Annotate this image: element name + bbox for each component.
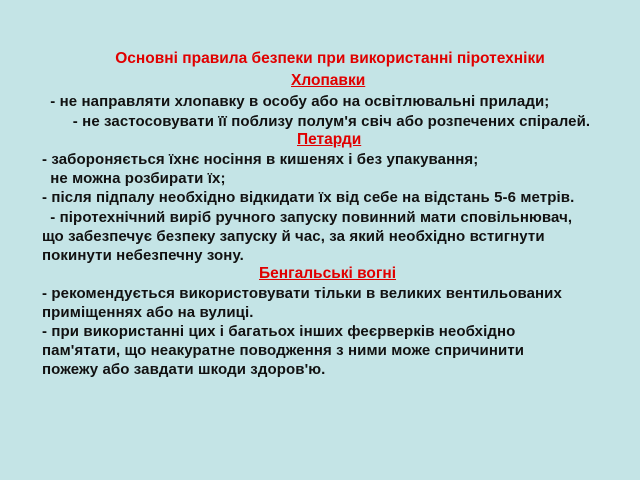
text-line: пожежу або завдати шкоди здоров'ю. — [42, 361, 326, 378]
text-line: пам'ятати, що неакуратне поводження з ними може спричинити — [42, 342, 525, 359]
text-line: приміщеннях або на вулиці. — [42, 304, 254, 321]
text-line: що забезпечує безпеку запуску й час, за який необхідно встигнути — [42, 228, 545, 245]
section-heading-bengalski-vohni: Бенгальські вогні — [259, 265, 397, 282]
text-line: - не направляти хлопавку в особу або на освітлювальні прилади; — [46, 93, 550, 110]
text-line: - забороняється їхнє носіння в кишенях і без упакування; — [42, 151, 479, 168]
text-line: - при використанні цих і багатьох інших феєрверків необхідно — [42, 323, 516, 340]
text-line: - рекомендується використовувати тільки в великих вентильованих — [42, 285, 562, 302]
section-heading-petardy: Петарди — [297, 131, 362, 148]
text-line: не можна розбирати їх; — [46, 170, 226, 187]
text-line: - не застосовувати її поблизу полум'я свіч або розпечених спіралей. — [60, 113, 591, 130]
text-line: - після підпалу необхідно відкидати їх від себе на відстань 5-6 метрів. — [42, 189, 575, 206]
section-heading-khlopavky: Хлопавки — [291, 72, 366, 89]
text-line: покинути небезпечну зону. — [42, 247, 244, 264]
slide-title: Основні правила безпеки при використанні піротехніки — [115, 50, 545, 67]
text-line: - піротехнічний виріб ручного запуску повинний мати сповільнювач, — [46, 209, 573, 226]
